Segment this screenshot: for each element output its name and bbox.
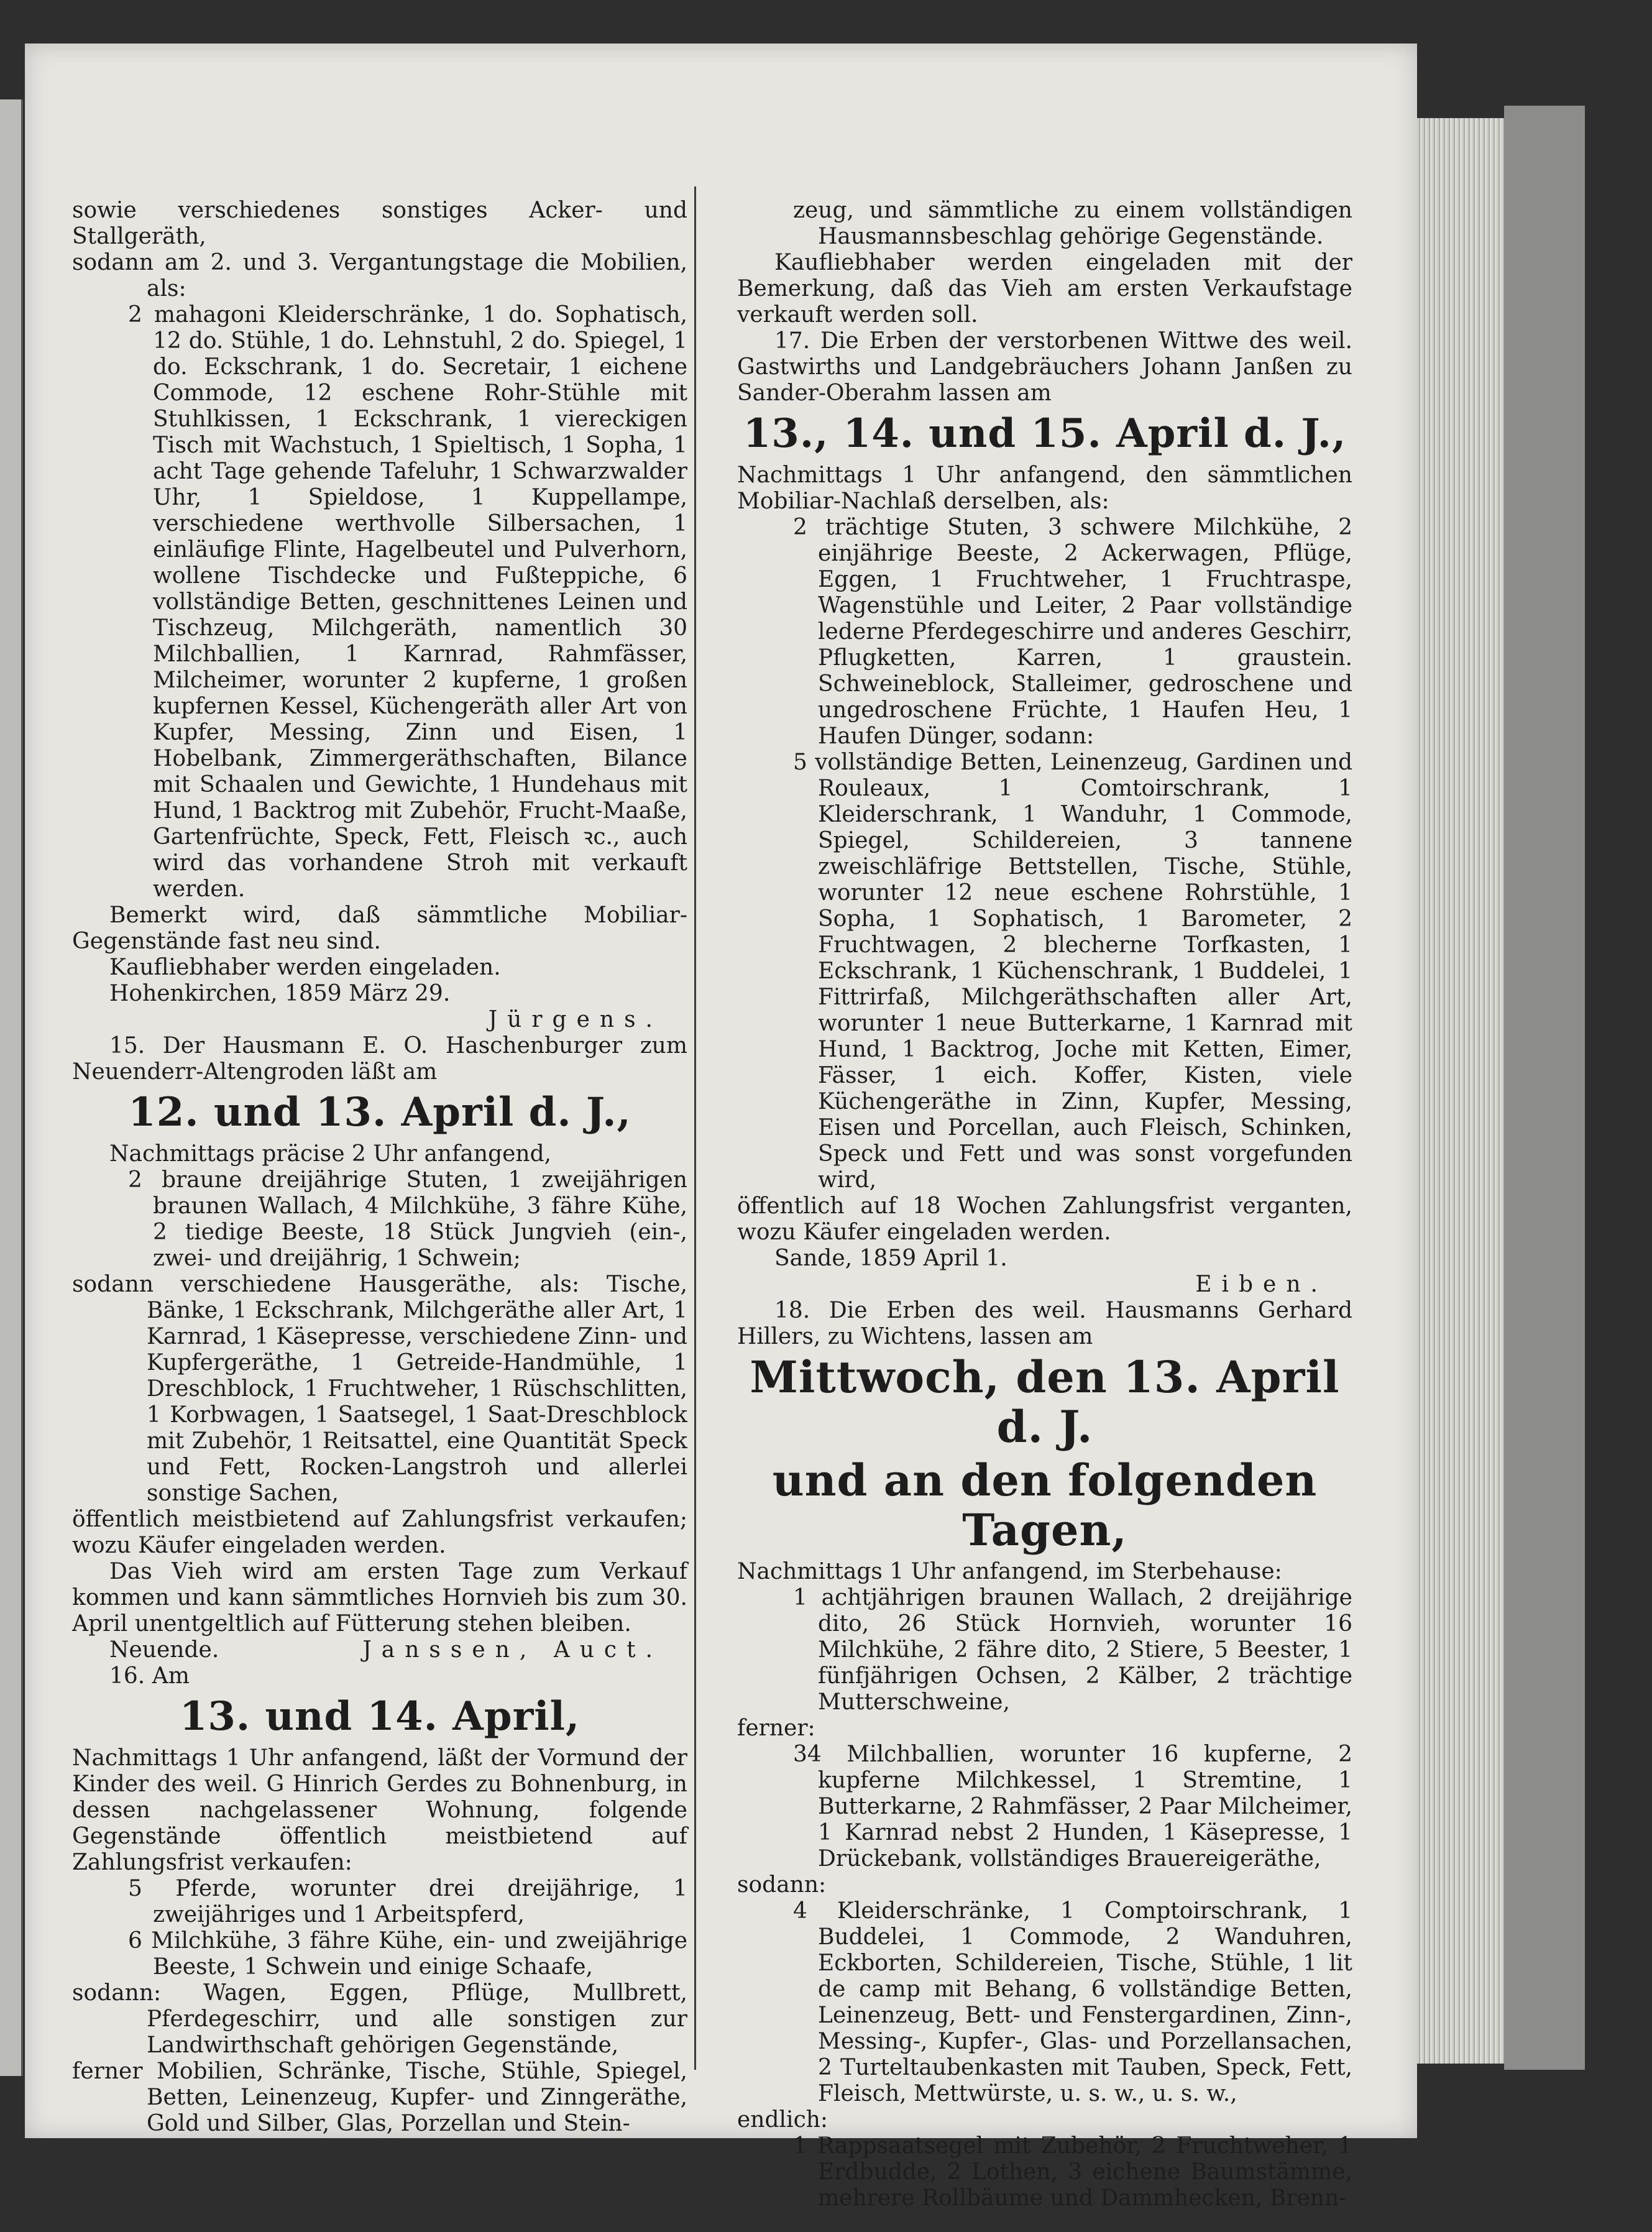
auction-date-heading: 12. und 13. April d. J., <box>128 1089 631 1136</box>
text-paragraph: sowie verschiedenes sonstiges Acker- und Stallgeräth, <box>72 198 687 249</box>
text-paragraph: Kaufliebhaber werden eingeladen mit der Bemerkung, daß das Vieh am ersten Verkaufstage verkauft werden soll. <box>737 250 1352 328</box>
text-paragraph: Nachmittags 1 Uhr anfangend, den sämmtlichen Mobiliar-Nachlaß derselben, als: <box>737 462 1352 514</box>
item-list-paragraph: 2 trächtige Stuten, 3 schwere Milchkühe, 2 einjährige Beeste, 2 Ackerwagen, Pflüge, Eggen, 1 Fruchtweher, 1 Fruchtraspe, Wagenstühle und Leiter, 2 Paar vollständige lederne Pferdegeschirre und anderes Geschirr, Pflugketten, Karren, 1 graustein. Schweineblock, Stalleimer, gedroschene und ungedroschene Früchte, 1 Haufen Heu, 1 Haufen Dünger, sodann: <box>793 515 1352 749</box>
text-paragraph: sodann: <box>737 1872 827 1898</box>
auction-date-heading: 13., 14. und 15. April d. J., <box>743 410 1347 457</box>
auction-date-heading: Mittwoch, den 13. April d. J. <box>750 1351 1340 1453</box>
text-paragraph: Nachmittags 1 Uhr anfangend, läßt der Vormund der Kinder des weil. G Hinrich Gerdes zu Bohnenburg, in dessen nachgelassener Wohnung, folgende Gegenstände öffentlich meistbietend auf Zahlungsfrist verkaufen: <box>72 1745 687 1875</box>
signature: Jürgens. <box>488 1007 663 1032</box>
signature: Eiben. <box>1195 1272 1328 1297</box>
text-paragraph: 15. Der Hausmann E. O. Haschenburger zum Neuenderr-Altengroden läßt am <box>72 1033 687 1085</box>
text-paragraph: 17. Die Erben der verstorbenen Wittwe des weil. Gastwirths und Landgebräuchers Johann Janßen zu Sander-Oberahm lassen am <box>737 328 1352 406</box>
item-list-paragraph: 6 Milchkühe, 3 fähre Kühe, ein- und zweijährige Beeste, 1 Schwein und einige Schaafe, <box>128 1928 687 1980</box>
text-paragraph: Sande, 1859 April 1. <box>774 1246 1007 1271</box>
text-paragraph: Bemerkt wird, daß sämmtliche Mobiliar-Gegenstände fast neu sind. <box>72 902 687 954</box>
auction-date-heading: und an den folgenden Tagen, <box>772 1454 1318 1556</box>
text-paragraph: endlich: <box>737 2107 828 2133</box>
column-divider <box>694 186 696 2070</box>
item-list-paragraph: zeug, und sämmtliche zu einem vollständigen Hausmannsbeschlag gehörige Gegenstände. <box>793 198 1352 249</box>
text-paragraph: öffentlich meistbietend auf Zahlungsfrist verkaufen; wozu Käufer eingeladen werden. <box>72 1507 687 1558</box>
text-paragraph: öffentlich auf 18 Wochen Zahlungsfrist verganten, wozu Käufer eingeladen werden. <box>737 1193 1352 1245</box>
signature-name: Janssen, Auct. <box>362 1637 663 1663</box>
text-paragraph: Kaufliebhaber werden eingeladen. <box>109 955 501 980</box>
signature-place: Neuende. <box>109 1637 219 1663</box>
left-column <box>72 198 687 2137</box>
text-paragraph: 18. Die Erben des weil. Hausmanns Gerhard Hillers, zu Wichtens, lassen am <box>737 1298 1352 1349</box>
item-list-paragraph: 34 Milchballien, worunter 16 kupferne, 2 kupferne Milchkessel, 1 Stremtine, 1 Butterkarne, 2 Rahmfässer, 2 Paar Milcheimer, 1 Karnrad nebst 2 Hunden, 1 Käsepresse, 1 Drückebank, vollständiges Brauereigeräthe, <box>793 1742 1352 1871</box>
text-paragraph: 16. Am <box>109 1663 190 1689</box>
item-list-paragraph: 5 Pferde, worunter drei dreijährige, 1 zweijähriges und 1 Arbeitspferd, <box>128 1876 687 1927</box>
text-paragraph: ferner Mobilien, Schränke, Tische, Stühle, Spiegel, Betten, Leinenzeug, Kupfer- und Zinngeräthe, Gold und Silber, Glas, Porzellan und Stein- <box>72 2059 687 2136</box>
text-paragraph: Hohenkirchen, 1859 März 29. <box>109 981 451 1006</box>
text-paragraph: Nachmittags präcise 2 Uhr anfangend, <box>109 1141 552 1167</box>
page-block-edges <box>1417 118 1504 2064</box>
right-column <box>737 198 1352 2211</box>
text-paragraph: ferner: <box>737 1715 815 1741</box>
text-paragraph: sodann: Wagen, Eggen, Pflüge, Mullbrett, Pferdegeschirr, und alle sonstigen zur Landwirthschaft gehörigen Gegenstände, <box>72 1980 687 2058</box>
text-paragraph: sodann am 2. und 3. Vergantungstage die Mobilien, als: <box>72 250 687 301</box>
item-list-paragraph: 1 achtjährigen braunen Wallach, 2 dreijährige dito, 26 Stück Hornvieh, worunter 16 Milchkühe, 2 fähre dito, 2 Stiere, 5 Beester, 1 fünfjährigen Ochsen, 2 Kälber, 2 trächtige Mutterschweine, <box>793 1585 1352 1715</box>
item-list-paragraph: 2 braune dreijährige Stuten, 1 zweijährigen braunen Wallach, 4 Milchkühe, 3 fähre Kühe, 2 tiedige Beeste, 18 Stück Jungvieh (ein-, zwei- und dreijährig, 1 Schwein; <box>128 1167 687 1271</box>
text-paragraph: Nachmittags 1 Uhr anfangend, im Sterbehause: <box>737 1559 1282 1584</box>
text-paragraph: sodann verschiedene Hausgeräthe, als: Tische, Bänke, 1 Eckschrank, Milchgeräthe aller Art, 1 Karnrad, 1 Käsepresse, verschiedene Zinn- und Kupfergeräthe, 1 Getreide-Handmühle, 1 Dreschblock, 1 Fruchtweher, 1 Rüschschlitten, 1 Korbwagen, 1 Saatsegel, 1 Saat-Dreschblock mit Zubehör, 1 Reitsattel, eine Quantität Speck und Fett, Rocken-Langstroh und allerlei sonstige Sachen, <box>72 1272 687 1506</box>
item-list-paragraph: 2 mahagoni Kleiderschränke, 1 do. Sophatisch, 12 do. Stühle, 1 do. Lehnstuhl, 2 do. Spiegel, 1 do. Eckschrank, 1 do. Secretair, 1 eichene Commode, 12 eschene Rohr-Stühle mit Stuhlkissen, 1 Eckschrank, 1 viereckigen Tisch mit Wachstuch, 1 Spieltisch, 1 Sopha, 1 acht Tage gehende Tafeluhr, 1 Schwarzwalder Uhr, 1 Spieldose, 1 Kuppellampe, verschiedene werthvolle Silbersachen, 1 einläufige Flinte, Hagelbeutel und Pulverhorn, wollene Tischdecke und Fußteppiche, 6 vollständige Betten, geschnittenes Leinen und Tischzeug, Milchgeräth, namentlich 30 Milchballien, 1 Karnrad, Rahmfässer, Milcheimer, worunter 2 kupferne, 1 großen kupfernen Kessel, Küchengeräth aller Art von Kupfer, Messing, Zinn und Eisen, 1 Hobelbank, Zimmergeräthschaften, Bilance mit Schaalen und Gewichte, 1 Hundehaus mit Hund, 1 Backtrog mit Zubehör, Frucht-Maaße, Gartenfrüchte, Speck, Fett, Fleisch ꝛc., auch wird das vorhandene Stroh mit verkauft werden. <box>128 302 687 902</box>
auction-date-heading: 13. und 14. April, <box>179 1693 580 1740</box>
book-cover-edge <box>1504 106 1585 2070</box>
previous-page-edge <box>0 99 23 2076</box>
item-list-paragraph: 1 Rappsaatsegel mit Zubehör, 2 Fruchtweher, 1 Erdbudde, 2 Lothen, 3 eichene Baumstämme, mehrere Rollbäume und Dammhecken, Brenn- <box>793 2133 1352 2211</box>
signature-line <box>72 1637 687 1663</box>
item-list-paragraph: 5 vollständige Betten, Leinenzeug, Gardinen und Rouleaux, 1 Comtoirschrank, 1 Kleiderschrank, 1 Wanduhr, 1 Commode, Spiegel, Schildereien, 3 tannene zweischläfrige Bettstellen, Tische, Stühle, worunter 12 neue eschene Rohrstühle, 1 Sopha, 1 Sophatisch, 1 Barometer, 2 Fruchtwagen, 2 blecherne Torfkasten, 1 Eckschrank, 1 Küchenschrank, 1 Buddelei, 1 Fittrirfaß, Milchgeräthschaften aller Art, worunter 1 neue Butterkarne, 1 Karnrad mit Hund, 1 Backtrog, Joche mit Ketten, Eimer, Fässer, 1 eich. Koffer, Kisten, viele Küchengeräthe in Zinn, Kupfer, Messing, Eisen und Porcellan, auch Fleisch, Schinken, Speck und Fett und was sonst vorgefunden wird, <box>793 750 1352 1193</box>
text-paragraph: Das Vieh wird am ersten Tage zum Verkauf kommen und kann sämmtliches Hornvieh bis zum 30. April unentgeltlich auf Fütterung stehen bleiben. <box>72 1559 687 1637</box>
item-list-paragraph: 4 Kleiderschränke, 1 Comptoirschrank, 1 Buddelei, 1 Commode, 2 Wanduhren, Eckborten, Schildereien, Tische, Stühle, 1 lit de camp mit Behang, 6 vollständige Betten, Leinenzeug, Bett- und Fenstergardinen, Zinn-, Messing-, Kupfer-, Glas- und Porzellansachen, 2 Turteltaubenkasten mit Tauben, Speck, Fett, Fleisch, Mettwürste, u. s. w., u. s. w., <box>793 1898 1352 2106</box>
